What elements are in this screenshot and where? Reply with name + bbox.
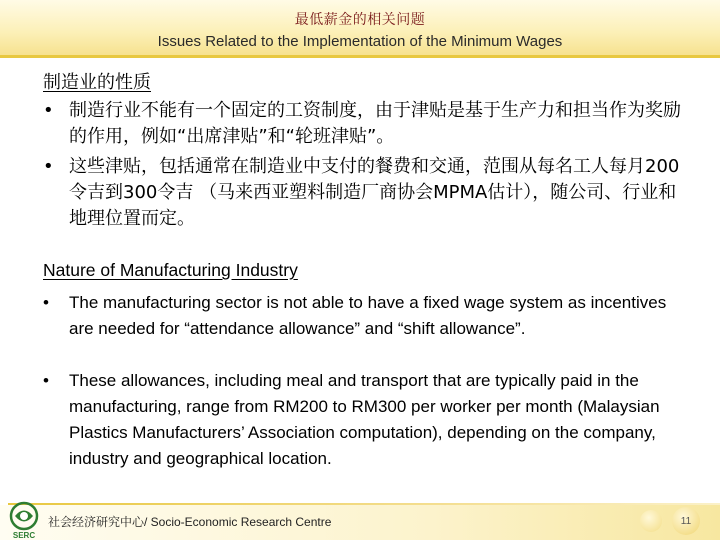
- bullet-dot: •: [43, 293, 49, 312]
- header-rule: [0, 55, 720, 58]
- bullet-dot: •: [43, 100, 54, 121]
- bullet-text: 制造行业不能有一个固定的工资制度，由于津贴是基于生产力和担当作为奖励的作用，例如“出席津贴”和“轮班津贴”。: [69, 100, 681, 147]
- bullet-text: These allowances, including meal and transport that are typically paid in the manufacturing, range from RM200 to RM300 per worker per month (Malaysian Plastics Manufacturers’ Association computation), depending on the company, industry and geographical location.: [69, 371, 660, 468]
- serc-logo: [6, 500, 42, 540]
- bullet-english-2: [43, 368, 683, 472]
- section-title-chinese: 制造业的性质: [43, 72, 151, 93]
- bullet-chinese-1: [43, 98, 683, 150]
- header-title-english: Issues Related to the Implementation of the Minimum Wages: [157, 33, 563, 50]
- footer-rule: [8, 503, 720, 505]
- section-title-english: Nature of Manufacturing Industry: [43, 260, 298, 280]
- bullet-dot: •: [43, 156, 54, 177]
- bullet-dot: •: [43, 371, 49, 390]
- decorative-circle: [640, 510, 662, 532]
- page-number: 11: [672, 507, 700, 535]
- bullet-chinese-2: [43, 154, 683, 232]
- bullet-english-1: [43, 290, 683, 342]
- bullet-text: 这些津贴，包括通常在制造业中支付的餐费和交通，范围从每名工人每月200令吉到300令吉 （马来西亚塑料制造厂商协会MPMA估计），随公司、行业和地理位置而定。: [69, 156, 680, 229]
- header-title-chinese: 最低薪金的相关问题: [294, 12, 426, 28]
- logo-text: SERC: [12, 531, 36, 540]
- slide-header: [0, 0, 720, 58]
- footer-text: 社会经济研究中心/ Socio-Economic Research Centre: [48, 515, 332, 529]
- bullet-text: The manufacturing sector is not able to have a fixed wage system as incentives are needed for “attendance allowance” and “shift allowance”.: [69, 293, 667, 338]
